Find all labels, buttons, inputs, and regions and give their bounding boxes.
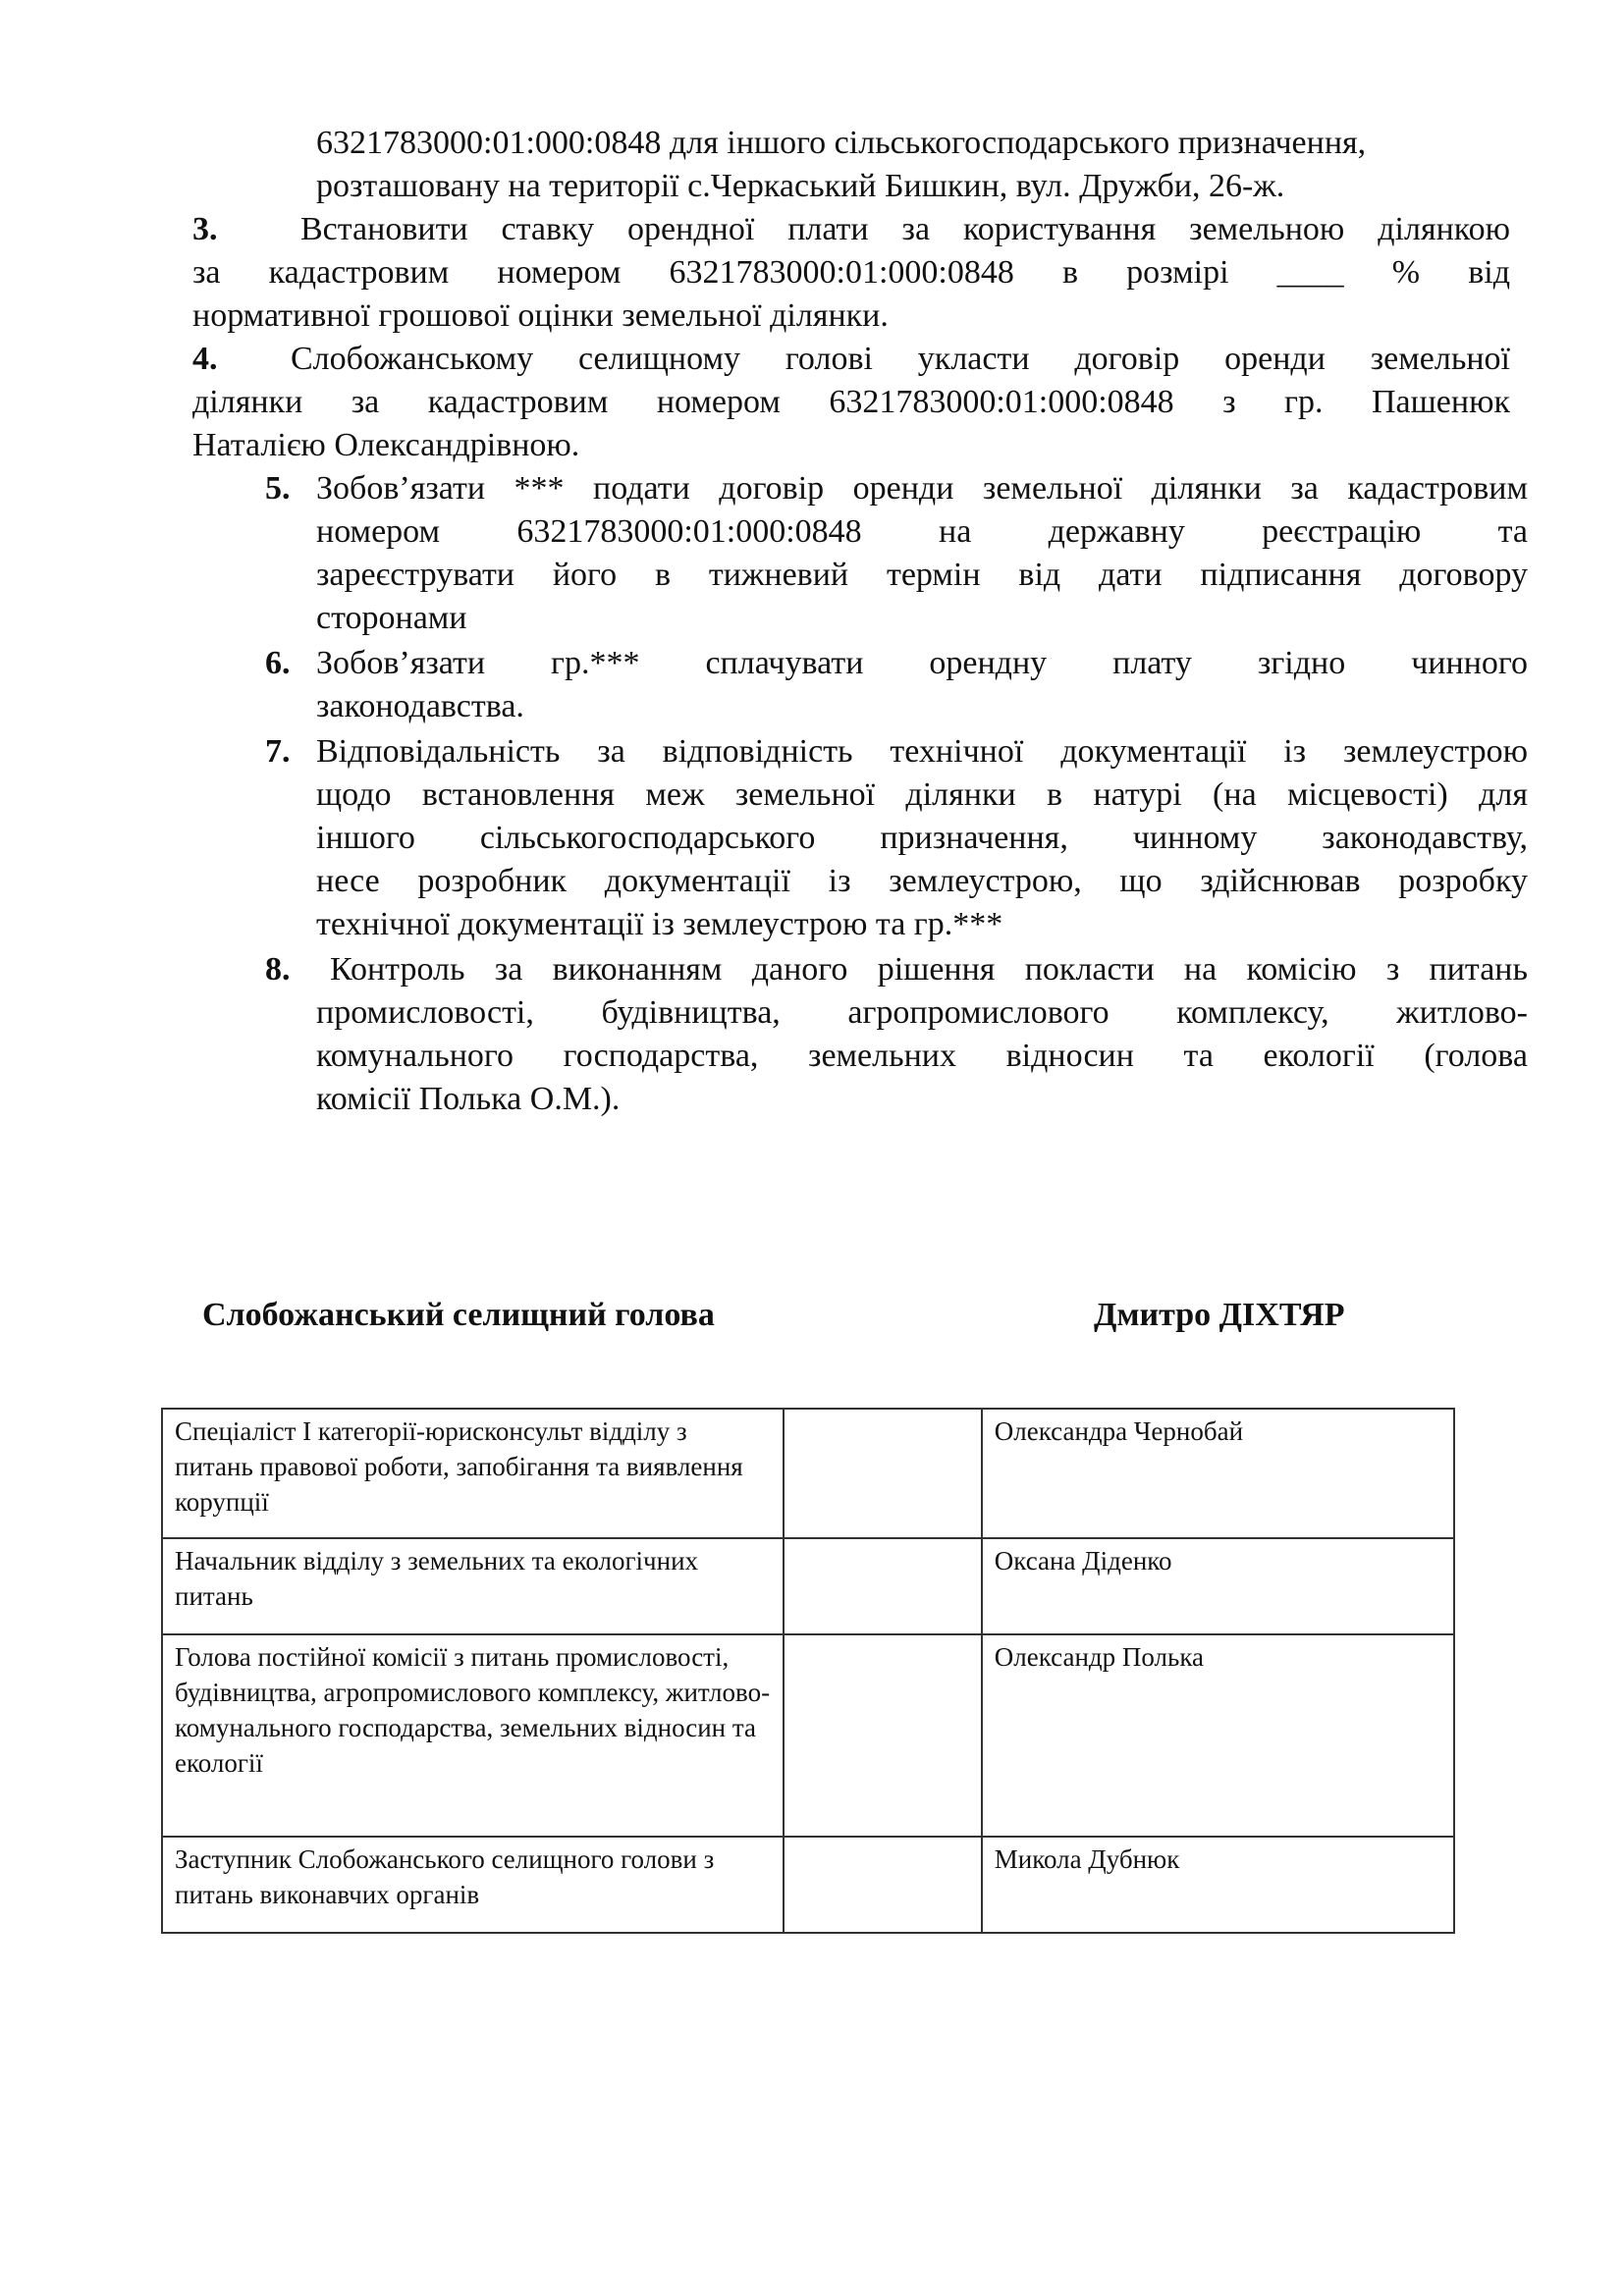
paragraph-8-line-2: промисловості, будівництва, агропромислового комплексу, житлово- xyxy=(316,994,1528,1031)
approval-signature-cell xyxy=(784,1634,982,1837)
table-row xyxy=(162,1538,1454,1634)
paragraph-5-line-1: Зобов’язати *** подати договір оренди земельної ділянки за кадастровим xyxy=(316,470,1528,507)
paragraph-7-line-3: іншого сільськогосподарського призначення, чинному законодавству, xyxy=(316,820,1528,856)
approval-name: Олександра Чернобай xyxy=(982,1409,1454,1538)
paragraph-3-line-1: Встановити ставку орендної плати за користування земельною ділянкою xyxy=(300,211,1510,247)
paragraph-4-number: 4. xyxy=(192,341,218,377)
paragraph-7-line-4: несе розробник документації із землеустрою, що здійснював розробку xyxy=(316,863,1528,899)
paragraph-2-line-2: розташовану на території с.Черкаський Бишкин, вул. Дружби, 26-ж. xyxy=(316,168,1285,204)
paragraph-8-line-1: Контроль за виконанням даного рішення покласти на комісію з питань xyxy=(330,951,1528,988)
table-row xyxy=(162,1634,1454,1837)
paragraph-6-line-1: Зобов’язати гр.*** сплачувати орендну плату згідно чинного xyxy=(316,645,1528,681)
paragraph-7-line-1: Відповідальність за відповідність технічної документації із землеустрою xyxy=(316,733,1528,770)
approvals-table xyxy=(161,1408,1455,1934)
approval-name: Микола Дубнюк xyxy=(982,1837,1454,1933)
paragraph-7-line-2: щодо встановлення меж земельної ділянки в натурі (на місцевості) для xyxy=(316,776,1528,813)
paragraph-4-line-1: Слобожанському селищному голові укласти договір оренди земельної xyxy=(291,341,1510,377)
approval-position: Голова постійної комісії з питань промисловості, будівництва, агропромислового комплексу, житлово-комунального господарства, земельних відносин та екології xyxy=(162,1634,784,1837)
paragraph-5-line-3: зареєструвати його в тижневий термін від дати підписання договору xyxy=(316,557,1528,593)
approval-name: Олександр Полька xyxy=(982,1634,1454,1837)
approval-position: Спеціаліст І категорії-юрисконсульт відділу з питань правової роботи, запобігання та виявлення корупції xyxy=(162,1409,784,1538)
paragraph-7-number: 7. xyxy=(265,733,291,770)
paragraph-8-number: 8. xyxy=(265,951,291,988)
paragraph-4-line-3: Наталією Олександрівною. xyxy=(192,427,580,463)
paragraph-7-line-5: технічної документації із землеустрою та гр.*** xyxy=(316,906,1003,942)
paragraph-6-number: 6. xyxy=(265,645,291,681)
approval-signature-cell xyxy=(784,1837,982,1933)
paragraph-3-line-2: за кадастровим номером 6321783000:01:000:0848 в розмірі ____ % від xyxy=(192,254,1510,291)
paragraph-8-line-3: комунального господарства, земельних відносин та екології (голова xyxy=(316,1038,1528,1074)
table-row xyxy=(162,1837,1454,1933)
paragraph-6-line-2: законодавства. xyxy=(316,688,524,724)
approval-name: Оксана Діденко xyxy=(982,1538,1454,1634)
approval-signature-cell xyxy=(784,1409,982,1538)
paragraph-5-line-4: сторонами xyxy=(316,600,467,636)
paragraph-3-number: 3. xyxy=(192,211,218,247)
paragraph-3-line-3: нормативної грошової оцінки земельної ділянки. xyxy=(192,297,889,334)
signatory-title: Слобожанський селищний голова xyxy=(202,1297,715,1333)
paragraph-5-number: 5. xyxy=(265,470,291,507)
paragraph-4-line-2: ділянки за кадастровим номером 6321783000:01:000:0848 з гр. Пашенюк xyxy=(192,384,1510,420)
signatory-name: Дмитро ДІХТЯР xyxy=(1094,1297,1345,1333)
approval-position: Начальник відділу з земельних та екологічних питань xyxy=(162,1538,784,1634)
paragraph-2-line-1: 6321783000:01:000:0848 для іншого сільськогосподарського призначення, xyxy=(316,125,1367,161)
paragraph-5-line-2: номером 6321783000:01:000:0848 на державну реєстрацію та xyxy=(316,513,1528,550)
approval-signature-cell xyxy=(784,1538,982,1634)
approval-position: Заступник Слобожанського селищного голови з питань виконавчих органів xyxy=(162,1837,784,1933)
table-row xyxy=(162,1409,1454,1538)
paragraph-8-line-4: комісії Полька О.М.). xyxy=(316,1081,621,1117)
